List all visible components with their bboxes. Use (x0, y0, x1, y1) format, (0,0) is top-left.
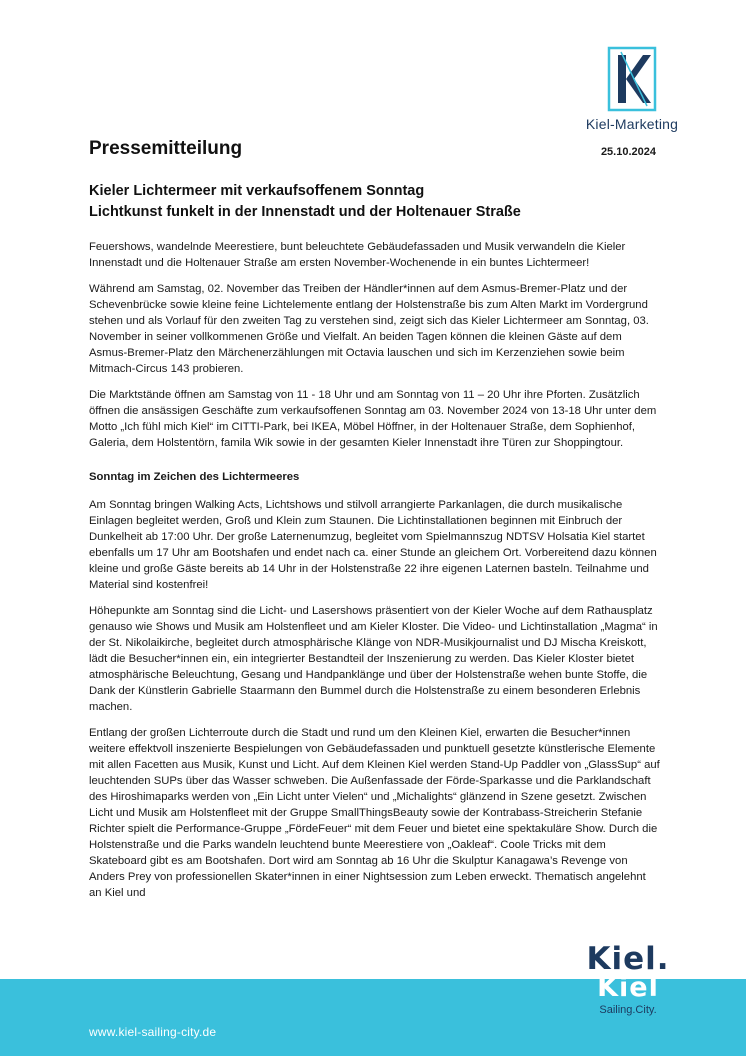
section-heading: Sonntag im Zeichen des Lichtermeeres (89, 471, 300, 483)
paragraph-4: Am Sonntag bringen Walking Acts, Lichtshows und stilvoll arrangierte Parkanlagen, die durch musikalische Einlagen begleitet werden, Groß und Klein zum Staunen. Die Lichtinstallationen beginnen mit Einbruch der Dunkelheit ab 17:00 Uhr. Der große Laternenumzug, begleitet vom Spielmannszug NDTSV Holsatia Kiel startet ebenfalls um 17 Uhr am Bootshafen und endet nach ca. einer Stunde an gleichem Ort. Vorbereitend dazu können kleine und große Gäste bereits ab 14 Uhr in der Holstenstraße 22 ihre eigenen Laternen basteln. Teilnahme und Material sind kostenfrei! (89, 499, 657, 591)
paragraph-2: Während am Samstag, 02. November das Treiben der Händler*innen auf dem Asmus-Bremer-Platz und der Schevenbrücke sowie kleine feine Lichtelemente entlang der Holstenstraße bis zum Alten Markt im Vordergrund stehen und als Vorlauf für den zweiten Tag zu verstehen sind, zeigt sich das Kieler Lichtermeer am Sonntag, 03. November in seiner vollkommenen Größe und Vielfalt. An beiden Tagen können die kleinen Gäste auf dem Asmus-Bremer-Platz den Märchenerzählungen mit Octavia lauschen und sich im Kerzenziehen sowie beim Mitmach-Circus 143 probieren. (89, 283, 649, 375)
brand-name: Kiel-Marketing (585, 116, 679, 132)
kiel-sailing-city-logo (578, 941, 678, 1016)
paragraph-6: Entlang der großen Lichterroute durch die Stadt und rund um den Kleinen Kiel, erwarten die Besucher*innen weitere effektvoll inszenierte Bespielungen von Gebäudefassaden und punktuell gesetzte künstlerische Elemente mit allen Facetten aus Musik, Kunst und Licht. Auf dem Kleinen Kiel werden Stand-Up Paddler von „GlassSup“ auf leuchtenden SUPs über das Wasser schweben. Die Außenfassade der Förde-Sparkasse und die Parklandschaft des Hiroshimaparks werden von „Ein Licht unter Vielen“ und „Michalights“ glänzend in Szene gesetzt. Zwischen Licht und Musik am Holstenfleet mit der Gruppe SmallThingsBeauty sowie der Kontrabass-Streicherin Stefanie Richter spielt die Performance-Gruppe „FördeFeuer“ mit dem Feuer und bietet eine spektakuläre Show. Durch die Holstenstraße und die Parks wandeln leuchtend bunte Meerestiere von „Oakleaf“. Coole Tricks mit dem Skateboard gibt es am Bootshafen. Dort wird am Sonntag ab 16 Uhr die Skulptur Kanagawa’s Revenge von Anders Prey von professionellen Skater*innen in einer Nightsession zum Leben erweckt. Thematisch angelehnt an Kiel und (89, 727, 660, 899)
logo-wordmark-reflection: Kiel (597, 972, 659, 1003)
release-date: 25.10.2024 (600, 146, 656, 158)
kiel-marketing-logo (584, 46, 680, 132)
headline (89, 181, 669, 223)
logo-tagline: Sailing.City. (599, 1004, 657, 1016)
paragraph-5: Höhepunkte am Sonntag sind die Licht- und Lasershows präsentiert von der Kieler Woche auf dem Rathausplatz genauso wie Shows und Musik am Holstenfleet und am Kieler Kloster. Die Video- und Lichtinstallation „Magma“ in der St. Nikolaikirche, begleitet durch atmosphärische Klänge von NDR-Musikjournalist und DJ Mischa Kreiskott, lädt die Besucher*innen ein, ein integrierter Bestandteil der Inszenierung zu werden. Das Kieler Kloster bietet atmosphärische Beleuchtung, Gesang und Handpanklänge und über der Holstenstraße wehen bunte Stoffe, die Dank der Künstlerin Gabrielle Staarmann den Bummel durch die Holstenstraße zu einem besonderen Erlebnis machen. (89, 605, 658, 713)
headline-line-2: Lichtkunst funkelt in der Innenstadt und der Holtenauer Straße (89, 204, 521, 220)
header (89, 138, 659, 160)
page-title: Pressemitteilung (89, 138, 243, 159)
k-logo-icon (607, 46, 657, 112)
paragraph-1: Feuershows, wandelnde Meerestiere, bunt beleuchtete Gebäudefassaden und Musik verwandeln die Kieler Innenstadt und die Holtenauer Straße am ersten November-Wochenende in ein buntes Lichtermeer! (89, 241, 626, 269)
footer-url-link[interactable]: www.kiel-sailing-city.de (89, 1025, 217, 1039)
body-text (89, 239, 661, 911)
paragraph-3: Die Marktstände öffnen am Samstag von 11 - 18 Uhr und am Sonntag von 11 – 20 Uhr ihre Pforten. Zusätzlich öffnen die ansässigen Geschäfte zum verkaufsoffenen Sonntag am 03. November 2024 von 13-18 Uhr unter dem Motto „Ich fühl mich Kiel“ im CITTI-Park, bei IKEA, Möbel Höffner, in der Holtenauer Straße, dem Sophienhof, Galeria, dem Holstentörn, famila Wik sowie in der gesamten Kieler Innenstadt ihre Türen zur Shoppingtour. (89, 389, 657, 449)
logo-wordmark: Kiel. (586, 941, 670, 977)
headline-line-1: Kieler Lichtermeer mit verkaufsoffenem Sonntag (89, 183, 425, 199)
